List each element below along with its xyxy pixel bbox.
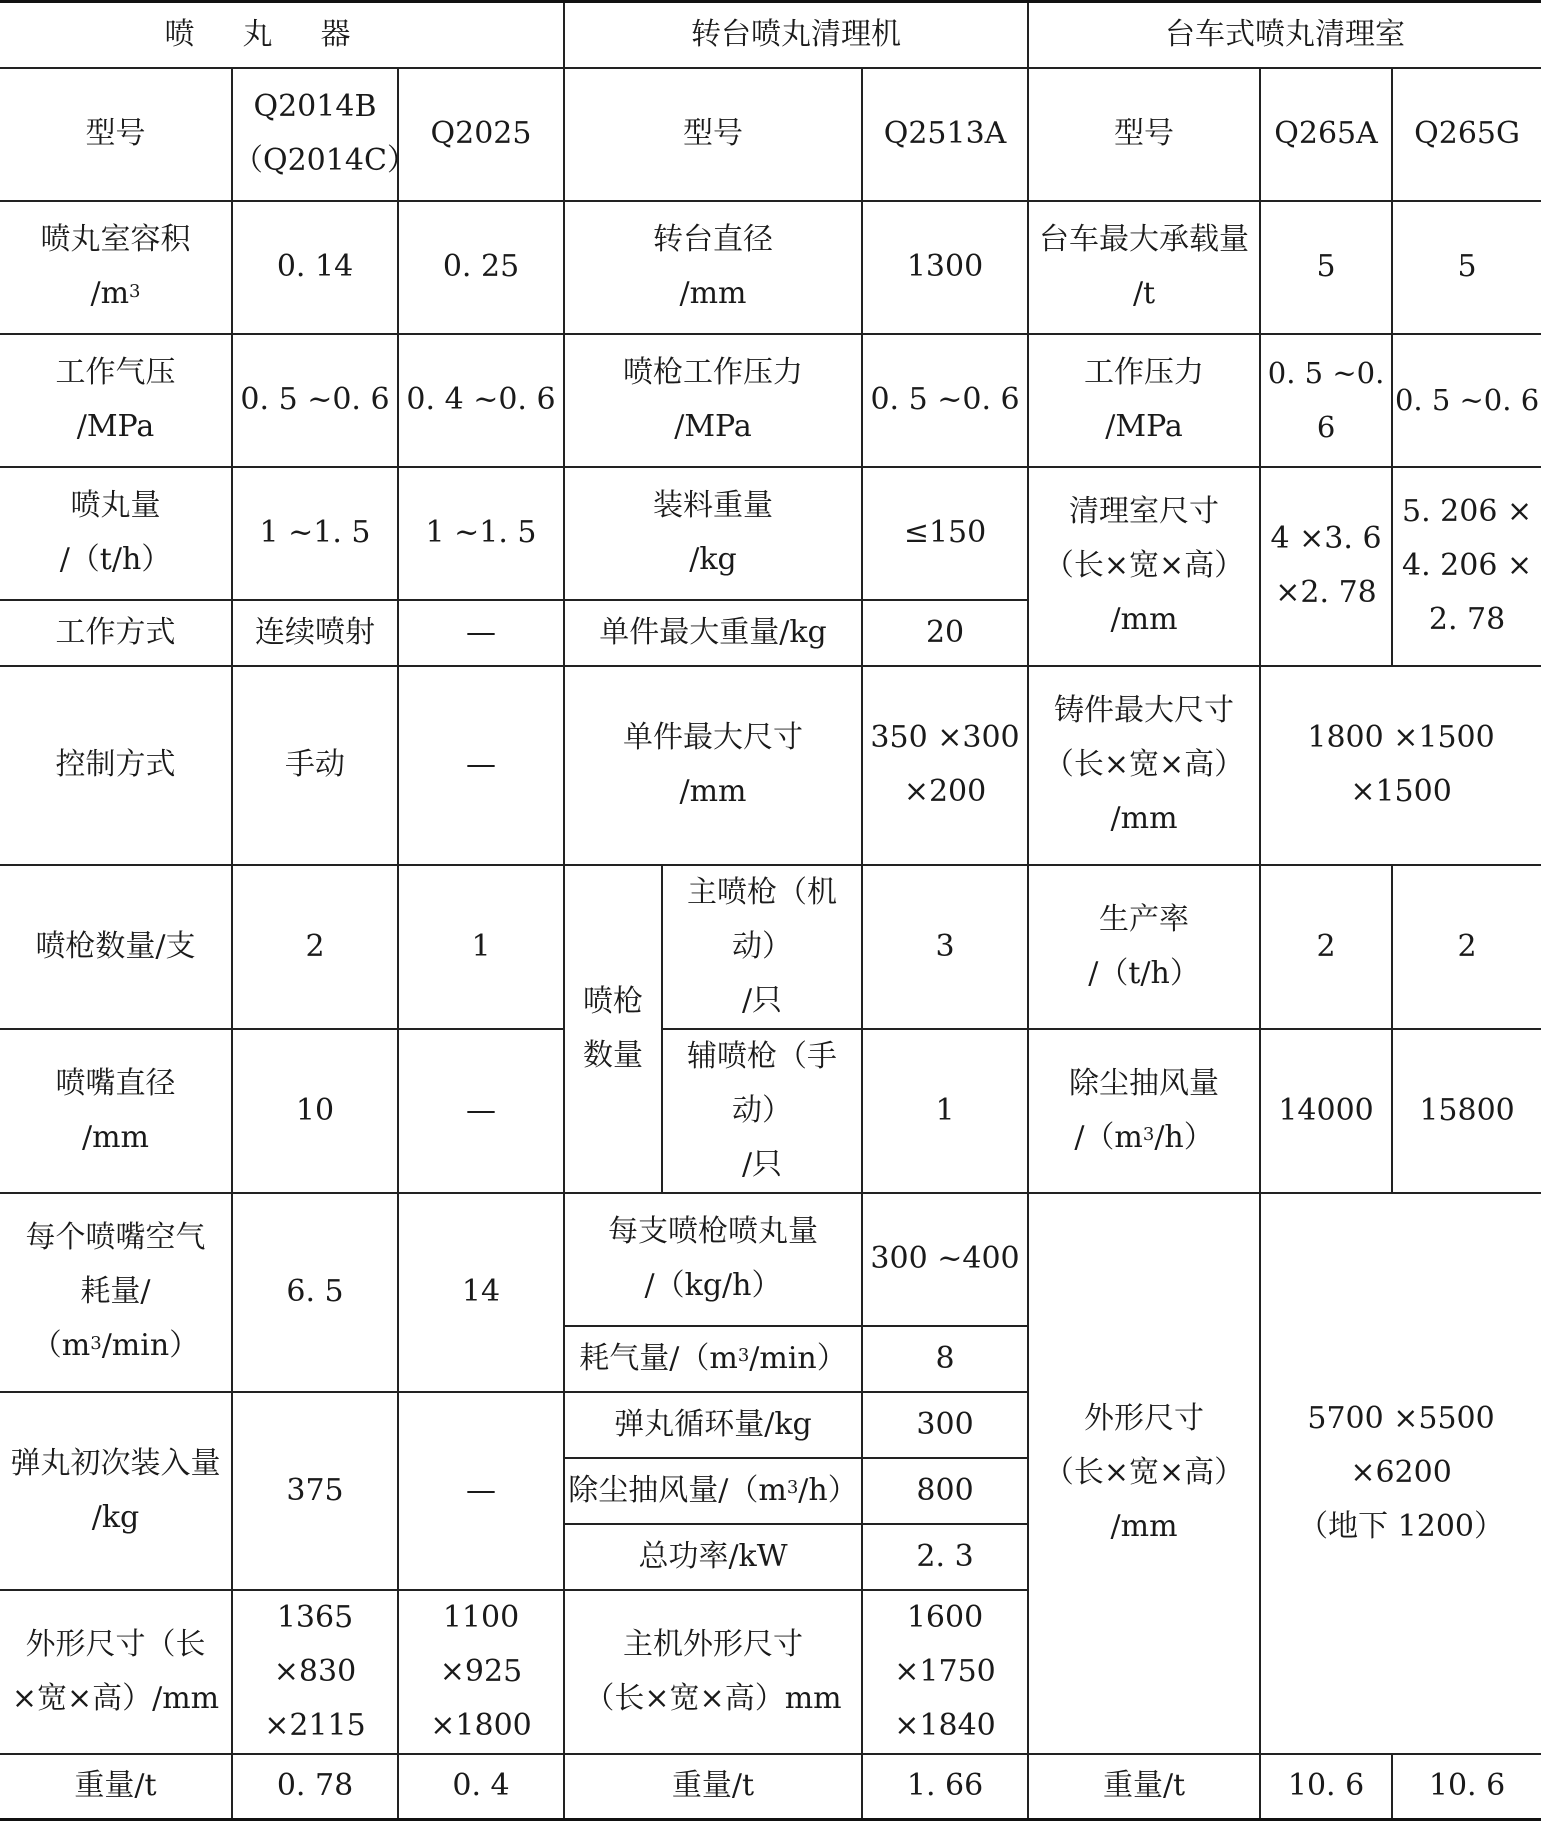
room-size-label: 清理室尺寸 （长×宽×高） /mm [1028,467,1260,666]
table-row [0,666,1541,865]
sb-weight-value-1: 0. 78 [232,1754,398,1820]
sb-weight-label: 重量/t [0,1754,232,1820]
sb-outer-size-label: 外形尺寸（长 ×宽×高）/mm [0,1590,232,1754]
nozzle-diameter-value-2: — [398,1029,564,1193]
work-pressure-label: 工作压力 /MPa [1028,334,1260,467]
nozzle-air-value-2: 14 [398,1193,564,1392]
productivity-value-2: 2 [1392,865,1541,1029]
nozzle-diameter-value-1: 10 [232,1029,398,1193]
nozzle-diameter-label: 喷嘴直径 /mm [0,1029,232,1193]
room-size-value-1: 4 ×3. 6 ×2. 78 [1260,467,1392,666]
table-row [0,865,1541,1029]
gun-shot-rate-value: 300 ~400 [862,1193,1028,1326]
work-pressure-value-2: 0. 5 ~0. 6 [1392,334,1541,467]
chamber-volume-value-2: 0. 25 [398,201,564,334]
piece-max-weight-value: 20 [862,600,1028,666]
sb-model-2: Q2025 [398,68,564,201]
work-mode-label: 工作方式 [0,600,232,666]
nozzle-air-value-1: 6. 5 [232,1193,398,1392]
chamber-volume-label: 喷丸室容积 $/m^3$ [0,201,232,334]
tr-weight-value-2: 10. 6 [1392,1754,1541,1820]
gun-shot-rate-label: 每支喷枪喷丸量 /（kg/h） [564,1193,862,1326]
casting-max-size-label: 铸件最大尺寸 （长×宽×高） /mm [1028,666,1260,865]
room-size-value-2: 5. 206 × 4. 206 × 2. 78 [1392,467,1541,666]
header-trolley-room: 台车式喷丸清理室 [1028,2,1541,68]
main-gun-value: 3 [862,865,1028,1029]
control-mode-value-2: — [398,666,564,865]
table-row [0,201,1541,334]
trolley-max-load-value-2: 5 [1392,201,1541,334]
tt-weight-label: 重量/t [564,1754,862,1820]
total-power-value: 2. 3 [862,1524,1028,1590]
control-mode-label: 控制方式 [0,666,232,865]
air-consumption-value: 8 [862,1326,1028,1392]
table-row [0,1193,1541,1326]
table-row [0,1029,1541,1193]
trolley-outer-size-value: 5700 ×5500 ×6200 （地下 1200） [1260,1193,1541,1754]
header-turntable-machine: 转台喷丸清理机 [564,2,1028,68]
table-row [0,1754,1541,1820]
main-gun-label: 主喷枪（机动） /只 [662,865,862,1029]
shot-cycle-value: 300 [862,1392,1028,1458]
tt-model: Q2513A [862,68,1028,201]
air-pressure-value-2: 0. 4 ~0. 6 [398,334,564,467]
dust-air-label: 除尘抽风量 $/(m^3/h)$ [1028,1029,1260,1193]
tt-weight-value: 1. 66 [862,1754,1028,1820]
shot-cycle-label: 弹丸循环量/kg [564,1392,862,1458]
sb-outer-size-value-1: 1365 ×830 ×2115 [232,1590,398,1754]
dust-air-value-2: 15800 [1392,1029,1541,1193]
air-pressure-value-1: 0. 5 ~0. 6 [232,334,398,467]
group-header-row [0,2,1541,68]
piece-max-size-label: 单件最大尺寸 /mm [564,666,862,865]
sb-outer-size-value-2: 1100 ×925 ×1800 [398,1590,564,1754]
shot-rate-value-2: 1 ~1. 5 [398,467,564,600]
trolley-max-load-value-1: 5 [1260,201,1392,334]
piece-max-size-value: 350 ×300 ×200 [862,666,1028,865]
sb-model-1: Q2014B （Q2014C） [232,68,398,201]
trolley-max-load-label: 台车最大承载量 /t [1028,201,1260,334]
shot-rate-value-1: 1 ~1. 5 [232,467,398,600]
table-row [0,467,1541,600]
shot-rate-label: 喷丸量 /（t/h） [0,467,232,600]
casting-max-size-value: 1800 ×1500 ×1500 [1260,666,1541,865]
aux-gun-label: 辅喷枪（手动） /只 [662,1029,862,1193]
productivity-value-1: 2 [1260,865,1392,1029]
work-pressure-value-1: 0. 5 ~0. 6 [1260,334,1392,467]
tt-outer-size-label: 主机外形尺寸 （长×宽×高）mm [564,1590,862,1754]
chamber-volume-value-1: 0. 14 [232,201,398,334]
tr-weight-value-1: 10. 6 [1260,1754,1392,1820]
load-weight-value: ≤150 [862,467,1028,600]
header-shot-blaster: 喷丸器 [0,2,564,68]
gun-count-value-1: 2 [232,865,398,1029]
total-power-label: 总功率/kW [564,1524,862,1590]
table-row [0,334,1541,467]
dust-air-value-1: 14000 [1260,1029,1392,1193]
control-mode-value-1: 手动 [232,666,398,865]
gun-group-label: 喷枪 数量 [564,865,662,1193]
sb-weight-value-2: 0. 4 [398,1754,564,1820]
nozzle-air-label: 每个喷嘴空气 耗量$/(m^3/\min)$ [0,1193,232,1392]
table-row [0,68,1541,201]
tr-weight-label: 重量/t [1028,1754,1260,1820]
gun-pressure-label: 喷枪工作压力 /MPa [564,334,862,467]
tr-model-1: Q265A [1260,68,1392,201]
initial-shot-label: 弹丸初次装入量 /kg [0,1392,232,1590]
turntable-diameter-label: 转台直径 /mm [564,201,862,334]
initial-shot-value-2: — [398,1392,564,1590]
air-pressure-label: 工作气压 /MPa [0,334,232,467]
gun-count-value-2: 1 [398,865,564,1029]
productivity-label: 生产率 /（t/h） [1028,865,1260,1029]
tr-model-2: Q265G [1392,68,1541,201]
gun-count-label: 喷枪数量/支 [0,865,232,1029]
load-weight-label: 装料重量 /kg [564,467,862,600]
air-consumption-label: 耗气量$/(m^3/\min)$ [564,1326,862,1392]
work-mode-value-1: 连续喷射 [232,600,398,666]
tr-model-label: 型号 [1028,68,1260,201]
aux-gun-value: 1 [862,1029,1028,1193]
initial-shot-value-1: 375 [232,1392,398,1590]
tt-dust-air-label: 除尘抽风量$/(m^3/h)$ [564,1458,862,1524]
tt-dust-air-value: 800 [862,1458,1028,1524]
work-mode-value-2: — [398,600,564,666]
sb-model-label: 型号 [0,68,232,201]
gun-pressure-value: 0. 5 ~0. 6 [862,334,1028,467]
tt-outer-size-value: 1600 ×1750 ×1840 [862,1590,1028,1754]
turntable-diameter-value: 1300 [862,201,1028,334]
piece-max-weight-label: 单件最大重量/kg [564,600,862,666]
tt-model-label: 型号 [564,68,862,201]
trolley-outer-size-label: 外形尺寸 （长×宽×高） /mm [1028,1193,1260,1754]
